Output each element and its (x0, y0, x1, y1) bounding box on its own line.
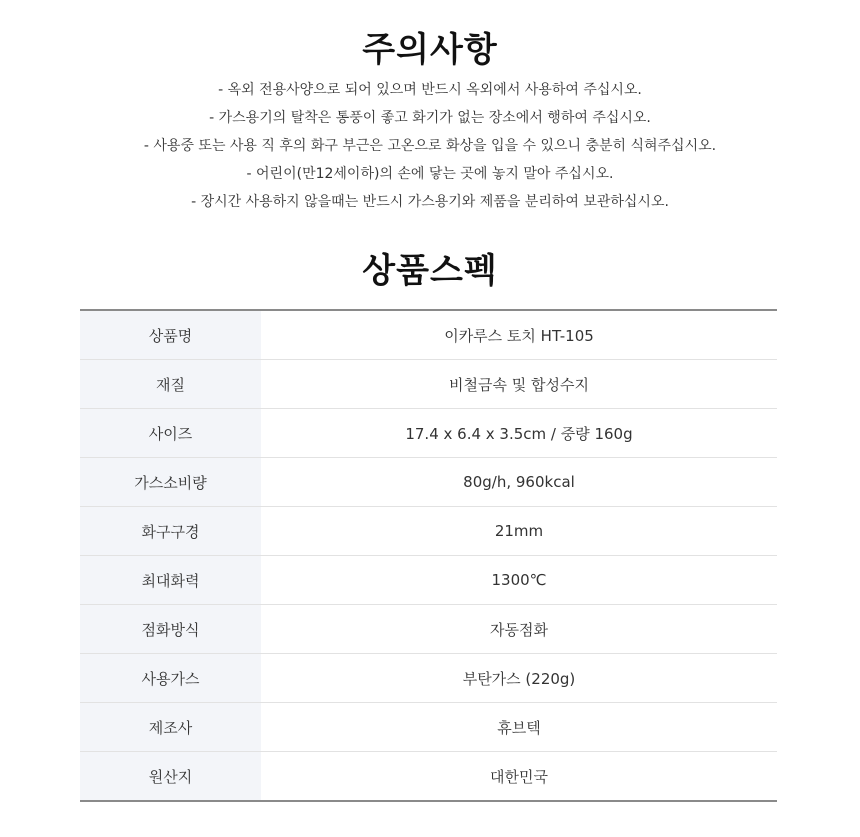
spec-label: 최대화력 (80, 556, 261, 605)
spec-value: 대한민국 (261, 752, 777, 802)
caution-item: - 장시간 사용하지 않을때는 반드시 가스용기와 제품을 분리하여 보관하십시오. (191, 194, 669, 210)
spec-row (80, 556, 777, 605)
spec-label: 재질 (80, 360, 261, 409)
spec-row (80, 409, 777, 458)
caution-item: - 어린이(만12세이하)의 손에 닿는 곳에 놓지 말아 주십시오. (246, 166, 614, 182)
spec-label: 원산지 (80, 752, 261, 802)
spec-title: 상품스펙 (362, 251, 498, 291)
spec-row (80, 654, 777, 703)
spec-label: 상품명 (80, 310, 261, 360)
spec-value: 이카루스 토치 HT-105 (261, 310, 777, 360)
caution-item: - 사용중 또는 사용 직 후의 화구 부근은 고온으로 화상을 입을 수 있으니 충분히 식혀주십시오. (143, 138, 717, 154)
spec-value: 80g/h, 960kcal (261, 458, 777, 507)
spec-value: 부탄가스 (220g) (261, 654, 777, 703)
spec-row (80, 703, 777, 752)
caution-title: 주의사항 (362, 30, 498, 70)
spec-label: 사용가스 (80, 654, 261, 703)
spec-value: 휴브텍 (261, 703, 777, 752)
spec-label: 사이즈 (80, 409, 261, 458)
spec-row (80, 507, 777, 556)
spec-row (80, 605, 777, 654)
caution-item: - 옥외 전용사양으로 되어 있으며 반드시 옥외에서 사용하여 주십시오. (218, 82, 642, 98)
spec-label: 점화방식 (80, 605, 261, 654)
spec-value: 비철금속 및 합성수지 (261, 360, 777, 409)
spec-value: 자동점화 (261, 605, 777, 654)
spec-value: 17.4 x 6.4 x 3.5cm / 중량 160g (261, 409, 777, 458)
spec-label: 화구구경 (80, 507, 261, 556)
spec-row (80, 310, 777, 360)
spec-label: 제조사 (80, 703, 261, 752)
spec-row (80, 458, 777, 507)
spec-value: 21mm (261, 507, 777, 556)
spec-row (80, 360, 777, 409)
caution-item: - 가스용기의 탈착은 통풍이 좋고 화기가 없는 장소에서 행하여 주십시오. (209, 110, 651, 126)
spec-label: 가스소비량 (80, 458, 261, 507)
spec-table (80, 309, 777, 802)
spec-value: 1300℃ (261, 556, 777, 605)
spec-row (80, 752, 777, 802)
caution-list (0, 76, 860, 216)
